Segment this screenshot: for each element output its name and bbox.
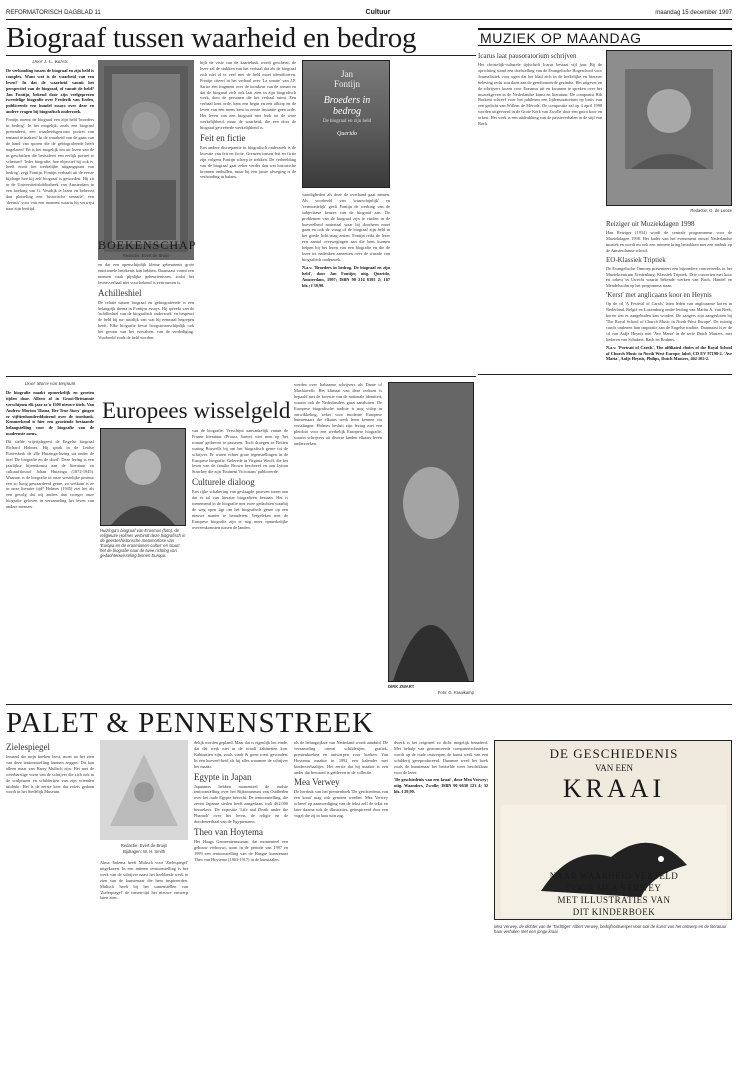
- reiziger-subhead: Reiziger uit Muziekdagen 1998: [606, 220, 695, 228]
- achilleshiel-subhead: Achilleshiel: [98, 287, 142, 298]
- book-cover-broeders: [302, 60, 390, 188]
- palet-col3: [194, 740, 288, 1060]
- muziek-booknote: N.a.v. 'Portrait of Carols', The affiliated choirs of the Royal School of Church Music in North West Europe; label, CD EV 97198-2. 'Ave Maria', Aafje Heynis, Philips, Dutch Masters, 462 102-2.: [606, 344, 732, 362]
- muziek-section-header: MUZIEK OP MAANDAG: [478, 28, 732, 46]
- newspaper-name: REFORMATORISCH DAGBLAD 11: [6, 9, 101, 16]
- article1-lead: De verhouding tussen de biograaf en zijn held is complex. Want wat is de waarheid van een leven? In dat de waarheid vanuit het perspectief van de biograaf, of vanuit de held? Jan Fontijn, bekend door zijn veelgeprezen tweedelige biografie over Frederik van Eeden, publiceerde een bundel essays over deze en andere vragen bij biografisch onderzoek.: [6, 67, 94, 115]
- boekenschap-credit: Redactie: Evert de Bruijn: [122, 253, 170, 258]
- boekenschap-title: BOEKENSCHAP: [98, 238, 197, 252]
- article2-body2b: Een rijke schakering van geslaagde proeven tonen aan dat er tal van literaire biografieën bestaan. Het is toenemend in de biografie met twee gedachten waarbij de weg open ligt om het biografisch genre op een nieuwe manier te benaderen. Vergeleken met de Europese biografie zijn er nog meer opmerkelijke overeenkomsten tussen de landen.: [192, 489, 288, 530]
- article1-col4: [302, 192, 390, 372]
- dirk-zwart-photo: [388, 382, 474, 682]
- kraai-caption: Mea Verwey, de dichter van de 'Tachtiger' Albert Verwey, bedrijfsontwerper voor ook de kunst van het ontwerp en de literatuur haar verhalen met een jonge kraai.: [494, 924, 727, 934]
- muziek-body2b: De Evangelische Omroep presenteert een bijzondere concertreeks in het Muziekcentrum Vredenburg: Klassiek Triptiek. Drie concerten met koor en orkest in Utrecht waarin bekende werken van Bach, Händel en Mendelssohn op het programma staan.: [606, 265, 732, 289]
- palet-caption: Redactie: Evert de Bruijn: [120, 843, 168, 848]
- boekenschap-illustration: [98, 60, 197, 260]
- article2-body1: Dit stelde vrijetijdsgeest de Engelse biograaf Richard Holmes. Hij sprak in de Leidse Pieterskerk de 28e Huizinga-lezing uit onder de titel 'De biografie en de dood'. Deze lezing is een jaarlijkse bijeenkomst aan de literatuur en cultuurfilosoof Johan Huizinga (1872-1945). Waarom is de biografie in onze westelijke postuur een zo hoog gewaardeerd genre, zo welkom is ze in onze literaire tijd? Holmes (1945) ziet het als een gevolg dat wij anders dan vroeger onze biografie geloven in verzameling het leven van andere mensen.: [6, 439, 94, 510]
- zielespiegel-subhead: Zielespiegel: [6, 742, 50, 752]
- article2-headline: Europees wisselgeld: [102, 398, 291, 423]
- article1-body1: Fontijn noemt de biograaf een zijn held 'broeders in bedrog'. In het mogelijk, zoals een biograaf pretendeert, een waarheidsgetrouw portret van iemand te maken? In de waarheid van de gaan van de hand van sporen die de gebiografeerde heeft nagelaten? En is het mogelijk om uit lezen van de in geschriften die bestudeert een eerlijk portret te schetsen? 'Ieder biografie, hoe objectief hij ook is, heeft nooit het werkelijke uitgangspunt van bedrog', zegt Fontijn. Fontijn verhaalt uit de eerste bijdrage hoe hij zelf biograaf is geworden. Hij zit in de Universiteitsbibliotheek van Amsterdam in een boeking van G. Vestdijk te lezen en beheerst dan plotseling een 'historische sensatie', een 'deernis' voor van een moment waarin hij verwijst naar zijn leeftijd.: [6, 117, 94, 211]
- cover-title-1: Broeders in: [323, 95, 371, 106]
- article1-col2: [98, 262, 194, 372]
- article2-col1: [6, 382, 94, 702]
- muziek-body2: Han Reiziger (1934) wordt de centrale programmeur voor de Muziekdagen 1998. Het kader van het evenement omvat Nederlandse muziek en wordt nu ook een ruimere kring betrokken met een nadruk op de Amsterdamse school.: [606, 230, 732, 253]
- huizinga-caption: Huizinga's biograaf van Erasmus (foto), de religieuze Holmes verbindt deze biografisch in de geesteshistorische metamorfose van 'Europa en de erasmianen-cultus' en stuurt het de biografie naar de twee richting van gedachtenwisseling binnen Europa.: [100, 528, 186, 558]
- article1-byline: Door J. C. Karels: [32, 60, 68, 65]
- kraai-title-2: VAN EEN: [594, 763, 634, 773]
- palet-col2: [100, 860, 188, 1060]
- kraai-subtitle-2: DOOR MEA VERWEY: [566, 883, 662, 893]
- article2-lead: De biografie maakt opmerkelijk en groeien tijden door. Alleen al in Groot-Brittannië verschijnen elk jaar zo'n 1500 nieuwe titels. Van Andrew Morton 'Diana, Her True Story' gingen er vijftienhonderdduizend over de toonbank. Kenmerkend is hier een groeiende bestaande belangstelling voor de biografie van de modernste mens.: [6, 389, 94, 437]
- article2-body3: werden over Italiaanse schrijvers als Dante of Machiavelli. Het klimaat van deze reeksen is bepaald met de kwestie van de nationale identiteit, waarin ook de Nederlanders gaan aansluiten. De Europese biografische traditie is nog volop in ontwikkeling, zeker voor moderne Europese kunstenaars die elkaars werk leren kennen via vertalingen. Holmes besluit zijn lezing met een pleidooi voor een werkelijk Europese biografie, waarin schrijvers uit diverse landen elkaars leven onderzoeken.: [294, 382, 382, 447]
- article1-body4: vaardigheden als deze de overhand gaat nemen. Als voorbeeld van 'waarschijnlijk' en 'vermoedelijk' geeft Fontijn de werking van de subjectieve keuzes van de biograaf aan. De problemen van de biograaf zijn te vinden in de hoeveelheid materiaal waar hij doorheen moet gaan en ook de vraag of de biograaf zijn held in het goede licht mag zetten. Fontijn reikt de lezer een aantal overwegingen aan die hem kunnen helpen bij het lezen van een biografie en die de lezer tot nadenken aanzetten over de waarde van biografisch onderzoek.: [302, 192, 390, 262]
- page-header: [6, 6, 732, 20]
- kraai-book-cover: [494, 740, 732, 920]
- muziek-body1: Het christelijk-culturele tijdschrift Icarus bestaat vijf jaar. Bij de oprichting stond een doelstelling van de Evangelische Hogeschool voor Journalistiek voor ogen dat het blad zich in de kerkelijke en literaire beleving recht zou doen aan de gereformeerde gezindte. Het uitgever en de schrijvers kozen voor Erasmus uit en kwamen te spreken over het muziekgeven in de Nederlandse kunst en literatuur. De componist Rik Borkent schreef voor het jubileum een lijdensoratorium op basis van een gedicht van Willem de Mérode. De compositie zal op 4 april 1998 worden uitgevoerd in de Grote Kerk van Zwolle door een groot koor en orkest. Het werk is een uitdrukking van de passieverhalen in de stijl van Bach.: [478, 62, 602, 127]
- cover-subtitle: De biograaf en zijn held: [322, 119, 372, 124]
- muziek-divider: [478, 374, 732, 375]
- article2-byline: Door Marie van Beijnum: [24, 382, 76, 387]
- dirk-zwart-portrait: [389, 383, 473, 681]
- article1-body2: en dat een openschijnlijk kleine gebeurtenis grote emotionele betekenis kan hebben. Daarnaast vormt een mensen vaak pijnlijke gebeurtenissen, zodat het levensverhaal niet voor bekend is vertrouwen is.: [98, 262, 194, 285]
- article2-col2: [192, 428, 288, 702]
- palet-photo: [100, 740, 188, 840]
- section-rule: [6, 376, 476, 377]
- article2-col3: [294, 382, 382, 702]
- article1-col3: [200, 60, 296, 372]
- kraai-title-3: KRAAI: [562, 774, 666, 803]
- palet-col5: [394, 740, 488, 940]
- palet-body3b: Japanners hebben momenteel de oudste tentoonstelling over het Rijksmuseum van Oudheden over het oude Egypte bezocht. De tentoonstelling, die zeven Japanse steden heeft aangedaan, trok 462.000 bezoekers. De expositie 'Life and Death under the Pharaoh' over het leven, de religie en de doodenverhaal van de Egyptenaren.: [194, 783, 288, 824]
- palet-body4b: De herdruk van het prentenboek 'De geschiedenis van een kraai' mag ook genoten worden. Mea Verwey schreef op aanmoediging van de tekst zelf de tekst en later daarna ook de illustraties, geïnspireerd door een vogel die zij in haar tuin zag.: [294, 789, 388, 819]
- muziek-col2: [606, 218, 732, 650]
- article1-booknote: N.a.v. 'Broeders in bedrog. De biograaf en zijn held', door Jan Fontijn; uitg. Querido, Amsterdam, 1997; ISBN 90 214 6393 2; 167 blz.; f 39,90.: [302, 264, 390, 288]
- muziek-body2c: Op de cd 'A Festival of Carols' laten leden van anglicaanse koren in Nederland, België en Luxemburg onder leiding van Martin A. van Beek, horen wat er aangeboden kan worden. De zangers zijn aangesloten bij 'The Royal School of Church Music in North-West Europe'. De twintig carols ontlenen hun inspiratie aan de Engelse traditie. Daarnaast is er de cd van Aafje Heynis met 'Ave Maria' in de serie Dutch Masters, met liederen van Schubert, Bach en Brahms.: [606, 301, 732, 342]
- dirk-zwart-caption: DIRK ZWART: [388, 684, 415, 689]
- muziek-photo-caption: Redactie: G. de Looze: [690, 208, 732, 213]
- palet-col4: [294, 740, 388, 1060]
- publish-date: maandag 15 december 1997: [655, 9, 732, 16]
- palet-rule: [6, 704, 732, 705]
- egypte-subhead: Egypte in Japan: [194, 771, 252, 782]
- huizinga-photo: [100, 428, 186, 526]
- palet-illustration: [100, 740, 188, 840]
- article2-body2: van de biografie. Verschijnt aanvankelijk vanuit de Franse literatuur (Proust, Sartre) wiet men op 'het roman' gedreven te passeren. Toch droegen ze Britten wating Boswells bij om het biografisch genre tot de schrijver. Er waren echter grote tegenstellingen in de Europese biografie. Geleerde in Virginia Woolf, die het leven van de familie Brown beschreef en aan Lytton Strachey die zijn 'Eminent Victorians' publiceerde.: [192, 428, 288, 475]
- mea-verwey-subhead: Mea Verwey: [294, 777, 340, 788]
- feit-fictie-subhead: Feit en fictie: [200, 132, 246, 143]
- palet-body3: delijk worden gepland. Maar dat is eigenlijk het einde, dat dat werk niet in de twaalf kabinetten kon. Kabinetten zijn, zoals vindt & goen roest gevonden. In een hoeveel-heid als hij alles waarmee de schrijver het maakt.: [194, 740, 288, 769]
- muziek-photo: [606, 50, 732, 206]
- kraai-subtitle-4: DIT KINDERBOEK: [572, 907, 656, 917]
- cover-title-2: bedrog: [333, 106, 361, 117]
- palet-body3c: Het Haags Gemeentemuseum, dat momenteel een gebouw verbouwt, toont in de periode van 1997 en 1999 een tentoonstelling van de Haagse kunstenaar Theo van Hoytema (1863-1917) in de kunstzalen.: [194, 838, 288, 862]
- hoytema-subhead: Theo van Hoytema: [194, 826, 263, 837]
- kraai-subtitle-3: MET ILLUSTRATIES VAN: [557, 895, 671, 905]
- photo-credit: Foto: G. Kraaikamp: [437, 690, 474, 695]
- muziek-col1: [478, 50, 602, 590]
- huizinga-portrait: [101, 429, 185, 525]
- muziek-illustration: [607, 51, 731, 205]
- palet-col1: [6, 740, 94, 1060]
- article1-body3b: Een andere discrepantie in biografisch onderzoek is de kwestie van feit en fictie. Grenzen tussen feit en fictie zijn volgens Fontijn scherp te trekken. De verbeelding van de biograaf gaat zeker verder dan wat historische bronnen onthullen, maar bij een juiste afweging is de verhouding in balans.: [200, 144, 296, 180]
- palet-body5: dwerk is het origineel zo dicht mogelijk benaderd. Met behulp van geavanceerde computertechnieken wordt op de oude ontwerpen de kunst werk van een schilderij gereproduceerd. Daarmee werd het boek zoals de kunstenaar het bedoelde weer beschikbaar voor de lezer.: [394, 740, 488, 775]
- palet-body1: Iemand die mijn boeken leest, moet na het zien van deze tentoonstelling kunnen zeggen: Dit kan alleen maar van Harry Mulisch zijn. Het met de weerbarstige vorm van de schrijver die zich ook in de sculpturen en schilderijen van zijn vrienden uitdrukt. Het is de eerste keer dat zoiets gedaan wordt in het Stedelijk Museum.: [6, 754, 94, 795]
- palet-headline: PALET & PENNENSTREEK: [6, 707, 375, 739]
- cover-publisher: Querido: [337, 131, 357, 137]
- article1-body3: bijft de visie van de kaarteluuk wordt geschetst, de lezer zal de stukken van het verhaal dat als de biograaf zich niet al te veel met de held moet identificeren. Fontijn citeert in het verhaal over 'La sonate' van J.P. Sartre een fragment over de toonkeur van de roman en dat de biograaf zich ook laat zien in zijn biografisch werk, door de personen die het verhaal ruimt. Een verhaal kent orde, kent een begin en een afloop en de leven van een mens kent in eerste instantie geen orde. Het leven van een biograaf niet leidt tot de ware werkelijkheid, maar de waarheid, die een door de biograaf gecreëerde werkelijkheid is.: [200, 60, 296, 130]
- kerst-subhead: 'Kerst' met anglicaans koor en Heynis: [606, 291, 712, 300]
- pausoratorium-subhead: Icarus laat pausoratorium schrijven: [478, 52, 577, 60]
- palet-booknote: 'De geschiedenis van een kraai', door Mea Verwey; uitg. Waanders, Zwolle; ISBN 90 6630 123 4; 32 blz. f 29,90.: [394, 777, 488, 795]
- palet-caption2: Bijdragen: W. H. Smith: [122, 849, 166, 854]
- section-label: Cultuur: [365, 9, 391, 16]
- cover-author-last: Fontijn: [333, 79, 360, 89]
- cover-author-first: Jan: [341, 69, 353, 79]
- article1-col1: [6, 60, 94, 360]
- palet-body2: Alma Tadema heeft Mulisch voor 'Zielespiegel' uitgekozen. In een intieme tentoonstelling is het werk van de schrijver naast het beeldende werk te zien van de kunstenaar die hem inspireerden. Mulisch heeft bij het samenstellen van 'Zielespiegel' de tussen-tijd het nieuwe ontwerp laten zien.: [100, 860, 188, 901]
- culturele-dialoog-subhead: Culturele dialoog: [192, 477, 255, 488]
- headline-rule: [6, 55, 476, 56]
- kraai-subtitle-1: NAAR WAARHEID VERTELD: [549, 871, 679, 881]
- kraai-title-1: DE GESCHIEDENIS: [549, 746, 679, 761]
- eo-triptiek-subhead: EO-Klassiek Triptiek: [606, 255, 666, 264]
- article-headline: Biograaf tussen waarheid en bedrog: [6, 22, 417, 54]
- boekenschap-image: [98, 60, 197, 260]
- article1-body2b: De relatie tussen biograaf en gebiografeerde is een belangrijk thema in Fontijns essays. Hij spreekt van de 'achilleshiel van de biografisch onderzoek' en bespeurt de held bij na- tuurlijk van wat hij eenmaal begrepen heeft. Elke biografie bevat hoogstwaarschijnlijk ook het gevaar van het vervalsen, van de verdediging. Voorbeeld zoals de held worden.: [98, 299, 194, 341]
- palet-body4: als de belangrijkste van Nederland wordt aanduid. De verzameling omvat schilderijen, grafiek, prentenboeken en ontwerpen voor boeken. Van Hoytema maakte in 1892 een kalender met kinderverhaaltjes. Het eerste dat hij maakte is een ander dat bewaard is gebleven in de collectie.: [294, 740, 388, 775]
